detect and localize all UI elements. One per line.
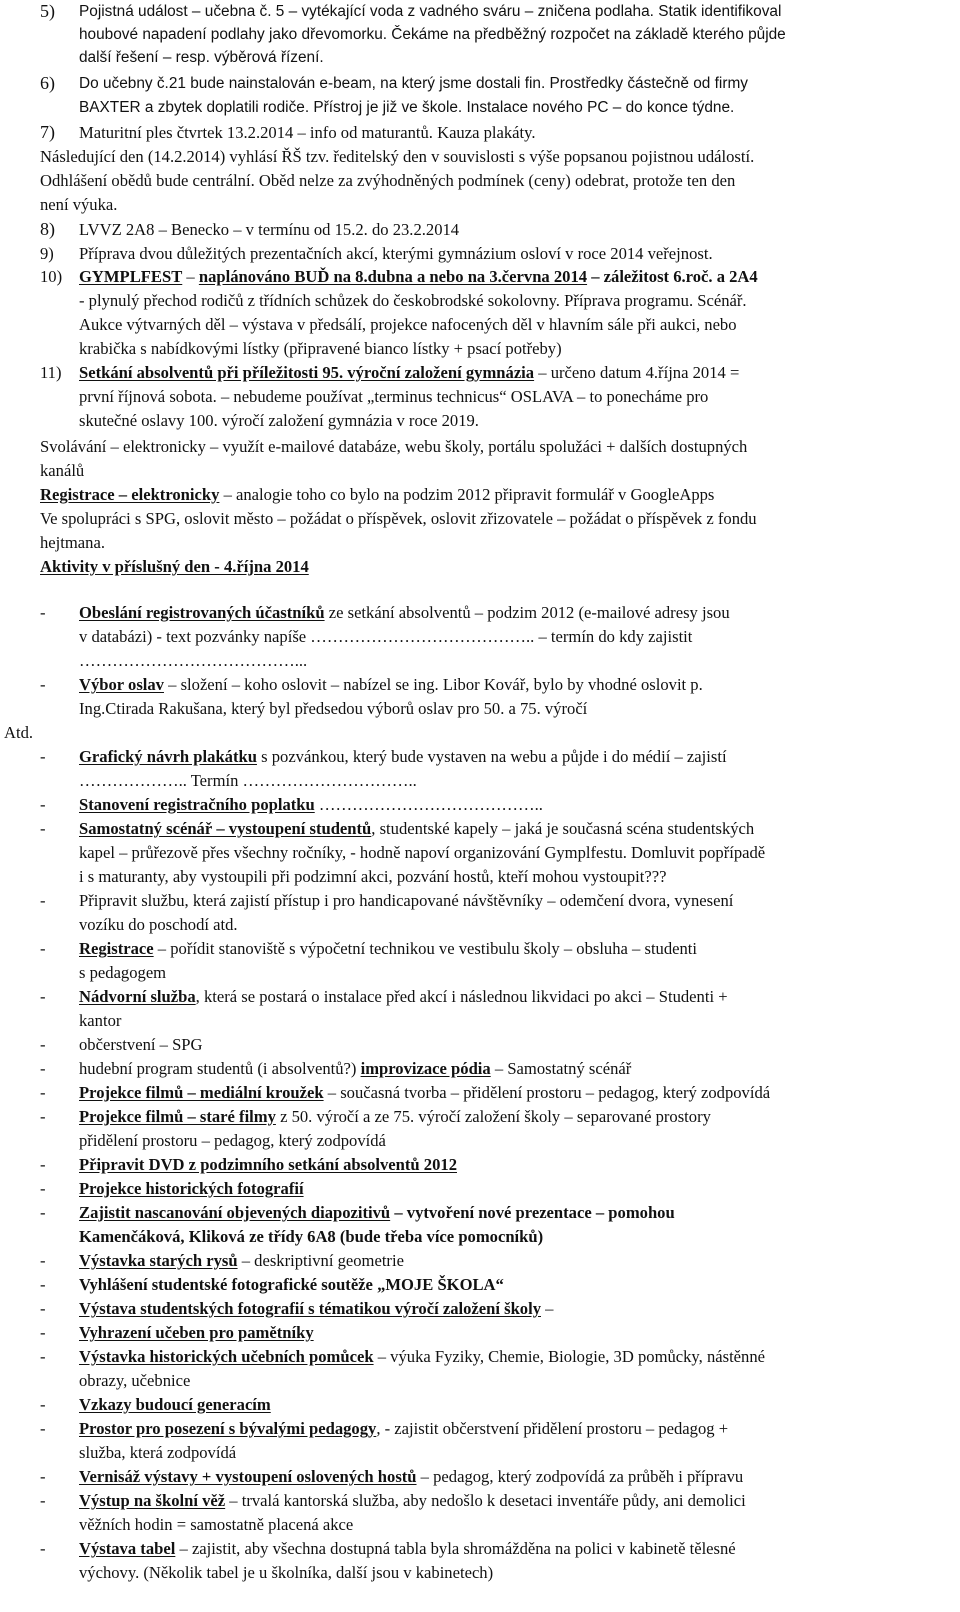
- bullet-10-line-1: [79, 1058, 631, 1080]
- bullet-dash: -: [40, 1203, 46, 1222]
- bullet-title: Projekce filmů – mediální kroužek: [79, 1083, 324, 1102]
- svolavani-line-2: kanálů: [40, 461, 85, 480]
- item-11-line-2: první říjnová sobota. – nebudeme používat „terminus technicus“ OSLAVA – to ponecháme pro: [79, 387, 709, 406]
- bullet-dash: -: [40, 795, 46, 814]
- bullet-tail: , která se postará o instalace před akcí i následnou likvidaci po akci – Studenti +: [195, 987, 728, 1006]
- bullet-title: Samostatný scénář – vystoupení studentů: [79, 819, 372, 838]
- bullet-14-line-1: Projekce historických fotografií: [79, 1179, 304, 1198]
- bullet-title: Grafický návrh plakátku: [79, 747, 257, 766]
- bullet-dash: -: [40, 987, 46, 1006]
- bullet-dash: -: [40, 1059, 46, 1078]
- bullet-title: improvizace pódia: [360, 1059, 491, 1078]
- bullet-dash: -: [40, 1275, 46, 1294]
- bullet-title: Výstava tabel: [79, 1539, 176, 1558]
- item-5-line-2: houbové napadení podlahy jako dřevomorku. Čekáme na předběžný rozpočet na základě kterého půjde: [79, 26, 786, 43]
- bullet-5-line-1: [79, 818, 754, 840]
- bullet-dash: -: [40, 1299, 46, 1318]
- bullet-dash: -: [40, 1539, 46, 1558]
- bullet-title: Vernisáž výstavy + vystoupení oslovených hostů: [79, 1467, 417, 1486]
- bullet-dash: -: [40, 1323, 46, 1342]
- bullet-20-line-2: obrazy, učebnice: [79, 1371, 191, 1390]
- bullet-title: Výstup na školní věž: [79, 1491, 226, 1510]
- bullet-dash: -: [40, 1155, 46, 1174]
- item-5-line-1: Pojistná událost – učebna č. 5 – vytékající voda z vadného sváru – zničena podlaha. Statik identifikoval: [79, 3, 782, 20]
- bullet-9-line-1: občerstvení – SPG: [79, 1035, 203, 1054]
- bullet-2-line-2: Ing.Ctirada Rakušana, který byl předsedou výborů oslav pro 50. a 75. výročí: [79, 699, 588, 718]
- item-7-line-2: Následující den (14.2.2014) vyhlásí ŘŠ tzv. ředitelský den v souvislosti s výše popsanou pojistnou událostí.: [40, 147, 755, 166]
- registrace-title: Registrace – elektronicky: [40, 485, 220, 504]
- bullet-title: Výstavka starých rysů: [79, 1251, 238, 1270]
- bullet-6-line-2: vozíku do poschodí atd.: [79, 915, 238, 934]
- bullet-19-line-1: Vyhrazení učeben pro pamětníky: [79, 1323, 314, 1342]
- bullet-22-line-2: služba, která zodpovídá: [79, 1443, 237, 1462]
- bullet-tail: …………………………………..: [314, 795, 543, 814]
- bullet-2-line-1: [79, 674, 703, 696]
- bullet-tail: – pedagog, který zodpovídá za průběh i přípravu: [416, 1467, 744, 1486]
- bullet-dash: -: [40, 1467, 46, 1486]
- spoluprace-line-1: Ve spolupráci s SPG, oslovit město – požádat o příspěvek, oslovit zřizovatele – požádat o příspěvek z fondu: [40, 509, 757, 528]
- bullet-25-line-1: [79, 1538, 736, 1560]
- item-11-line-1: [79, 362, 739, 384]
- bullet-4-line-1: [79, 794, 543, 816]
- item-number: 11): [40, 363, 62, 382]
- bullet-22-line-1: [79, 1418, 728, 1440]
- bullet-tail: – výuka Fyziky, Chemie, Biologie, 3D pomůcky, nástěnné: [373, 1347, 766, 1366]
- bullet-pre: hudební program studentů (i absolventů?): [79, 1059, 361, 1078]
- bullet-tail: , - zajistit občerstvení přidělení prostoru – pedagog +: [376, 1419, 729, 1438]
- bullet-title: Obeslání registrovaných účastníků: [79, 603, 325, 622]
- item-number: 8): [40, 219, 55, 239]
- bullet-13-line-1: Připravit DVD z podzimního setkání absolventů 2012: [79, 1155, 457, 1174]
- bullet-tail: – vytvoření nové prezentace – pomohou: [390, 1203, 675, 1222]
- item-number: 7): [40, 122, 55, 142]
- bullet-8-line-1: [79, 986, 728, 1008]
- bullet-16-line-1: [79, 1250, 404, 1272]
- bullet-tail: – trvalá kantorská služba, aby nedošlo k desetaci inventáře půdy, ani demolici: [225, 1491, 746, 1510]
- bullet-dash: -: [40, 1419, 46, 1438]
- bullet-tail: s pozvánkou, který bude vystaven na webu a půjde i do médií – zajistí: [256, 747, 727, 766]
- svolavani-line-1: Svolávání – elektronicky – využít e-mailové databáze, webu školy, portálu spolužáci + dalších dostupných: [40, 437, 748, 456]
- bullet-1-line-1: [79, 602, 730, 624]
- bullet-24-line-2: věžních hodin = samostatně placená akce: [79, 1515, 354, 1534]
- bullet-tail: – Samostatný scénář: [490, 1059, 632, 1078]
- bullet-1-line-2: v databázi) - text pozvánky napíše ………………………………….. – termín do kdy zajistit: [79, 627, 693, 646]
- bullet-20-line-1: [79, 1346, 765, 1368]
- bullet-title: Stanovení registračního poplatku: [79, 795, 315, 814]
- bullet-5-line-2: kapel – průřezově přes všechny ročníky, - hodně napoví organizování Gymplfestu. Domluvit popřípadě: [79, 843, 766, 862]
- bullet-dash: -: [40, 747, 46, 766]
- bullet-11-line-1: [79, 1082, 770, 1104]
- margin-note: Atd.: [4, 723, 34, 742]
- bullet-12-line-1: [79, 1106, 711, 1128]
- item-number: 6): [40, 73, 55, 93]
- bullet-title: Zajistit nascanování objevených diapozitivů: [79, 1203, 391, 1222]
- item-7-line-4: není výuka.: [40, 195, 118, 214]
- item-10-line-3: Aukce výtvarných děl – výstava v předsálí, projekce nafocených děl v hlavním sále při aukci, nebo: [79, 315, 737, 334]
- bullet-8-line-2: kantor: [79, 1011, 122, 1030]
- bullet-tail: – zajistit, aby všechna dostupná tabla byla shromážděna na polici v kabinetě tělesné: [175, 1539, 736, 1558]
- item-10-line-2: - plynulý přechod rodičů z třídních schůzek do českobrodské sokolovny. Příprava programu. Scénář.: [79, 291, 747, 310]
- bullet-15-line-1: [79, 1202, 675, 1224]
- bullet-title: Nádvorní služba: [79, 987, 196, 1006]
- item-9-line-1: Příprava dvou důležitých prezentačních akcí, kterými gymnázium osloví v roce 2014 veřejnost.: [79, 244, 713, 263]
- bullet-tail: ze setkání absolventů – podzim 2012 (e-mailové adresy jsou: [324, 603, 730, 622]
- bullet-title: Prostor pro posezení s bývalými pedagogy: [79, 1419, 377, 1438]
- setkani-title: Setkání absolventů při příležitosti 95. výroční založení gymnázia: [79, 363, 535, 382]
- bullet-dash: -: [40, 1347, 46, 1366]
- bullet-dash: -: [40, 1395, 46, 1414]
- bullet-dash: -: [40, 1251, 46, 1270]
- item-11-line-3: skutečné oslavy 100. výročí založení gymnázia v roce 2019.: [79, 411, 479, 430]
- gymplfest-tail: – záležitost 6.roč. a 2A4: [587, 267, 758, 286]
- bullet-15-line-2: Kamenčáková, Kliková ze třídy 6A8 (bude třeba více pomocníků): [79, 1227, 544, 1246]
- item-7-line-3: Odhlášení obědů bude centrální. Oběd nelze za zvýhodněných podmínek (ceny) odebrat, protože ten den: [40, 171, 736, 190]
- gymplfest-date: naplánováno BUĎ na 8.dubna a nebo na 3.června 2014: [198, 267, 588, 286]
- bullet-24-line-1: [79, 1490, 746, 1512]
- bullet-25-line-2: výchovy. (Několik tabel je u školníka, další jsou v kabinetech): [79, 1563, 494, 1582]
- bullet-dash: -: [40, 1107, 46, 1126]
- bullet-tail: – pořídit stanoviště s výpočetní technikou ve vestibulu školy – obsluha – studenti: [153, 939, 698, 958]
- bullet-dash: -: [40, 603, 46, 622]
- bullet-title: Výbor oslav: [79, 675, 164, 694]
- item-number: 5): [40, 1, 55, 21]
- registrace-tail: – analogie toho co bylo na podzim 2012 připravit formulář v GoogleApps: [219, 485, 715, 504]
- bullet-tail: – současná tvorba – přidělení prostoru – pedagog, který zodpovídá: [323, 1083, 771, 1102]
- item-5-line-3: další řešení – resp. výběrová řízení.: [79, 49, 324, 66]
- item-8-line-1: LVVZ 2A8 – Benecko – v termínu od 15.2. do 23.2.2014: [79, 220, 460, 239]
- item-6-line-2: BAXTER a zbytek doplatili rodiče. Přístroj je již ve škole. Instalace nového PC – do konce týdne.: [79, 99, 735, 116]
- setkani-tail: – určeno datum 4.října 2014 =: [534, 363, 740, 382]
- bullet-tail: , studentské kapely – jaká je současná scéna studentských: [371, 819, 755, 838]
- bullet-dash: -: [40, 1083, 46, 1102]
- bullet-7-line-2: s pedagogem: [79, 963, 167, 982]
- bullet-tail: – složení – koho oslovit – nabízel se ing. Libor Kovář, bylo by vhodné oslovit p.: [163, 675, 703, 694]
- item-10-line-1: [79, 266, 758, 288]
- bullet-title: Projekce filmů – staré filmy: [79, 1107, 276, 1126]
- bullet-7-line-1: [79, 938, 697, 960]
- bullet-title: Výstava studentských fotografií s tématikou výročí založení školy: [79, 1299, 541, 1318]
- bullet-title: Výstavka historických učebních pomůcek: [79, 1347, 374, 1366]
- bullet-dash: -: [40, 675, 46, 694]
- item-10-line-4: krabička s nabídkovými lístky (připravené bianco lístky + psací potřeby): [79, 339, 562, 358]
- item-number: 9): [40, 244, 54, 263]
- bullet-3-line-2: ……………….. Termín …………………………..: [79, 771, 417, 790]
- bullet-dash: -: [40, 1491, 46, 1510]
- registrace-line: [40, 484, 714, 506]
- bullet-1-line-3: …………………………………...: [79, 651, 308, 670]
- bullet-12-line-2: přidělení prostoru – pedagog, který zodpovídá: [79, 1131, 386, 1150]
- bullet-dash: -: [40, 1035, 46, 1054]
- bullet-tail: –: [541, 1299, 554, 1318]
- item-7-line-1: Maturitní ples čtvrtek 13.2.2014 – info od maturantů. Kauza plakáty.: [79, 123, 536, 142]
- bullet-dash: -: [40, 939, 46, 958]
- bullet-dash: -: [40, 819, 46, 838]
- bullet-6-line-1: Připravit službu, která zajistí přístup i pro handicapované návštěvníky – odemčení dvora, vynesení: [79, 891, 734, 910]
- aktivity-heading: Aktivity v příslušný den - 4.října 2014: [40, 557, 309, 576]
- gymplfest-title: GYMPLFEST: [79, 267, 183, 286]
- dash-text: –: [182, 267, 199, 286]
- bullet-21-line-1: Vzkazy budoucí generacím: [79, 1395, 271, 1414]
- item-6-line-1: Do učebny č.21 bude nainstalován e-beam, na který jsme dostali fin. Prostředky částečně od firmy: [79, 75, 748, 92]
- bullet-dash: -: [40, 891, 46, 910]
- bullet-23-line-1: [79, 1466, 743, 1488]
- bullet-3-line-1: [79, 746, 727, 768]
- bullet-17-line-1: Vyhlášení studentské fotografické soutěže „MOJE ŠKOLA“: [79, 1275, 504, 1294]
- spoluprace-line-2: hejtmana.: [40, 533, 105, 552]
- bullet-dash: -: [40, 1179, 46, 1198]
- bullet-tail: – deskriptivní geometrie: [237, 1251, 404, 1270]
- bullet-18-line-1: [79, 1298, 553, 1320]
- item-number: 10): [40, 267, 63, 286]
- bullet-5-line-3: i s maturanty, aby vystoupili při podzimní akci, pozvání hostů, kteří mohou vystoupit???: [79, 867, 667, 886]
- bullet-title: Registrace: [79, 939, 154, 958]
- bullet-tail: z 50. výročí a ze 75. výročí založení školy – separované prostory: [275, 1107, 711, 1126]
